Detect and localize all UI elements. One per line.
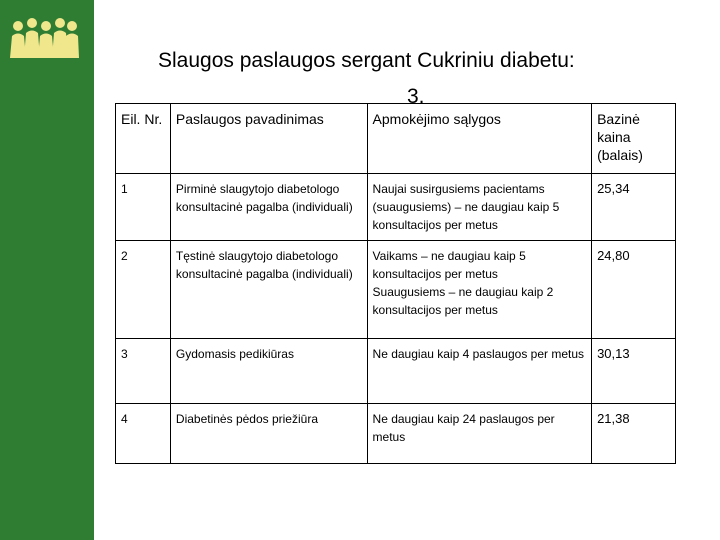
row-price: 25,34 (592, 174, 676, 241)
slide-title-number: 3. (407, 85, 425, 108)
row-price: 30,13 (592, 339, 676, 404)
row-price: 21,38 (592, 404, 676, 464)
row-price: 24,80 (592, 241, 676, 339)
row-service-name: Diabetinės pėdos priežiūra (170, 404, 367, 464)
table-header-row (116, 104, 676, 174)
row-service-name: Tęstinė slaugytojo diabetologo konsultacinė pagalba (individuali) (170, 241, 367, 339)
row-nr: 2 (116, 241, 171, 339)
row-conditions (367, 339, 592, 404)
row-nr: 1 (116, 174, 171, 241)
row-service-name: Gydomasis pedikiūras (170, 339, 367, 404)
header-nr: Eil. Nr. (116, 104, 171, 174)
row-nr: 4 (116, 404, 171, 464)
row-conditions (367, 404, 592, 464)
slide-title: Slaugos paslaugos sergant Cukriniu diabetu: (158, 49, 575, 72)
people-logo-icon (8, 14, 80, 60)
header-service-name: Paslaugos pavadinimas (170, 104, 367, 174)
condition-text: Naujai susirgusiems pacientams (suaugusiems) – ne daugiau kaip 5 konsultacijos per metus (372, 182, 560, 232)
row-conditions (367, 241, 592, 339)
header-base-price: Bazinė kaina (balais) (592, 104, 676, 174)
header-payment-conditions: Apmokėjimo sąlygos (367, 104, 592, 174)
table-row (116, 404, 676, 464)
sidebar-band (0, 0, 94, 540)
condition-text: Suaugusiems – ne daugiau kaip 2 konsultacijos per metus (372, 285, 554, 317)
table-row (116, 174, 676, 241)
table-row (116, 339, 676, 404)
row-conditions (367, 174, 592, 241)
condition-text: Vaikams – ne daugiau kaip 5 konsultacijos per metus (372, 249, 526, 281)
services-table (115, 103, 676, 464)
condition-text: Ne daugiau kaip 4 paslaugos per metus (372, 347, 585, 361)
row-service-name: Pirminė slaugytojo diabetologo konsultacinė pagalba (individuali) (170, 174, 367, 241)
condition-text: Ne daugiau kaip 24 paslaugos per metus (372, 412, 555, 444)
row-nr: 3 (116, 339, 171, 404)
table-row (116, 241, 676, 339)
